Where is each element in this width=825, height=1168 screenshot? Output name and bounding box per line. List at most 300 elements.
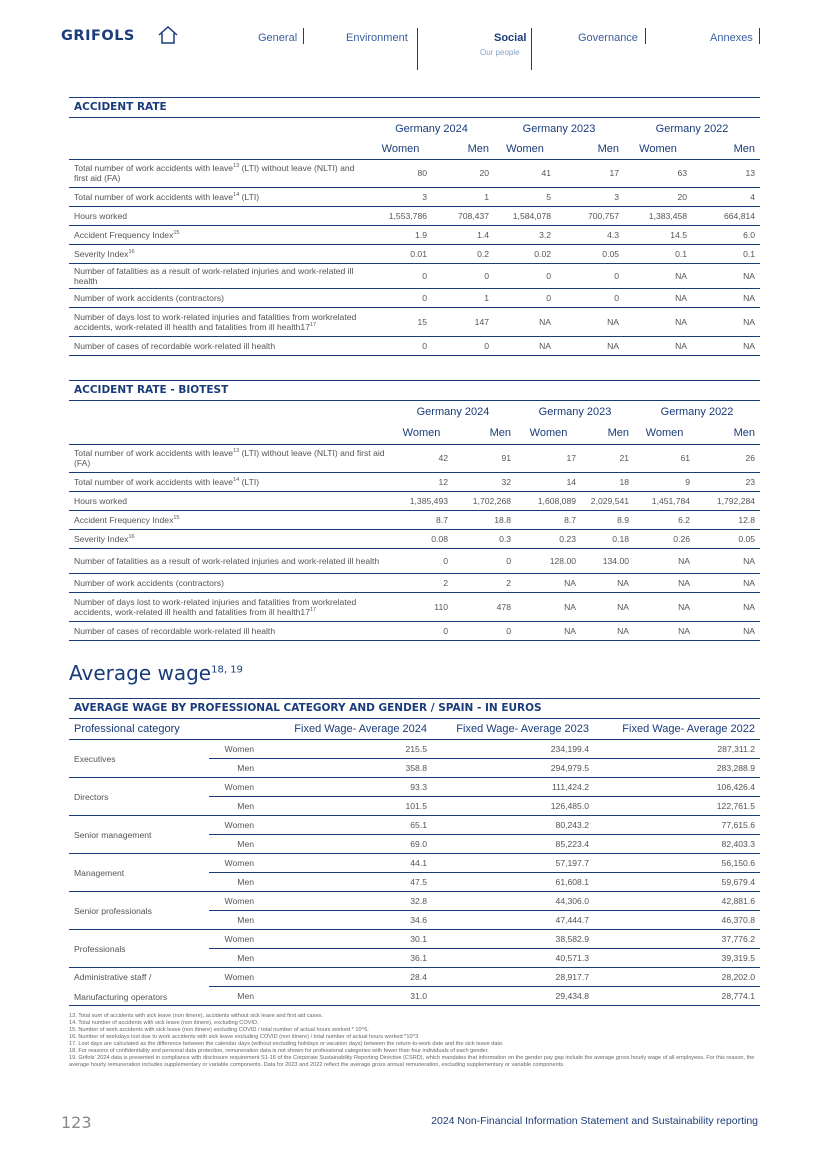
- wage-table: [69, 719, 760, 1006]
- value-cell: 0.02: [494, 244, 556, 263]
- accident-rate-title: ACCIDENT RATE: [69, 97, 760, 118]
- value-cell: NA: [634, 573, 695, 592]
- blank-cell: [69, 140, 369, 159]
- category-name: Administrative staff /: [74, 971, 152, 982]
- gender-header: Men: [453, 423, 516, 444]
- value-cell: 0.05: [556, 244, 624, 263]
- year-header-row: [69, 401, 760, 423]
- value-cell: 0: [369, 263, 432, 288]
- value-cell: 14: [516, 472, 581, 491]
- row-label-text: Number of work accidents (contractors): [74, 292, 224, 303]
- value-cell: 23: [695, 472, 760, 491]
- category-name: Executives: [74, 753, 116, 764]
- value-cell: 77,615.6: [594, 816, 760, 835]
- gender-cell: Women: [209, 854, 259, 873]
- value-cell: 1: [432, 288, 494, 307]
- value-cell: 0.23: [516, 529, 581, 548]
- value-cell: NA: [516, 592, 581, 621]
- value-cell: 28,774.1: [594, 987, 760, 1006]
- value-cell: 287,311.2: [594, 740, 760, 759]
- value-cell: 40,571.3: [432, 949, 594, 968]
- row-label: [69, 444, 390, 472]
- value-cell: 37,776.2: [594, 930, 760, 949]
- row-label-text: (LTI) without leave (NLTI) and first aid (FA): [74, 163, 355, 183]
- value-cell: NA: [516, 621, 581, 640]
- value-cell: NA: [634, 592, 695, 621]
- nav-social[interactable]: Social: [494, 32, 527, 44]
- table-row: [69, 472, 760, 491]
- footnote: 17. Lost days are calculated as the difference between the calendar days (without excluding holidays or vacation days) between the return-to-work date and the sick leave date.: [69, 1041, 504, 1047]
- category-cell: [69, 854, 209, 892]
- table-row: [69, 307, 760, 336]
- value-cell: 708,437: [432, 206, 494, 225]
- value-cell: 28,917.7: [432, 968, 594, 987]
- category-name: Directors: [74, 791, 109, 802]
- average-wage-title: Average wage: [69, 661, 212, 685]
- gender-cell: Men: [209, 949, 259, 968]
- value-cell: NA: [624, 288, 692, 307]
- row-label-text: Number of days lost to work-related injuries and fatalities from workrelated accidents, work-related ill health and fatalities from ill health17: [74, 596, 357, 617]
- value-cell: 0: [453, 548, 516, 573]
- column-header: Professional category: [69, 719, 209, 740]
- value-cell: NA: [494, 336, 556, 355]
- table-row: [69, 444, 760, 472]
- gender-header: Women: [369, 140, 432, 159]
- footnote: 14. Total number of accidents with sick leave (non itinere), excluding COVID.: [69, 1020, 259, 1026]
- value-cell: 215.5: [259, 740, 432, 759]
- value-cell: 134.00: [581, 548, 634, 573]
- row-label-text: Accident Frequency Index: [74, 229, 174, 240]
- row-label: [69, 263, 369, 288]
- footnote-ref: 16: [128, 533, 135, 540]
- footnote-ref: 17: [309, 606, 317, 613]
- gender-cell: Women: [209, 778, 259, 797]
- category-name: Management: [74, 867, 125, 878]
- value-cell: 4.3: [556, 225, 624, 244]
- value-cell: 0: [556, 263, 624, 288]
- value-cell: 0.08: [390, 529, 453, 548]
- value-cell: 283,288.9: [594, 759, 760, 778]
- value-cell: NA: [695, 592, 760, 621]
- gender-cell: Men: [209, 759, 259, 778]
- nav-divider: [531, 28, 532, 70]
- value-cell: NA: [692, 263, 760, 288]
- value-cell: 36.1: [259, 949, 432, 968]
- value-cell: 147: [432, 307, 494, 336]
- value-cell: 0: [494, 288, 556, 307]
- table-row: [69, 968, 760, 987]
- category-cell: [69, 778, 209, 816]
- table-row: [69, 529, 760, 548]
- row-label: [69, 288, 369, 307]
- gender-header: Women: [624, 140, 692, 159]
- value-cell: 57,197.7: [432, 854, 594, 873]
- row-label-text: Total number of work accidents with leave: [74, 476, 234, 487]
- year-header: Germany 2023: [538, 406, 612, 418]
- row-label: [69, 548, 390, 573]
- value-cell: 30.1: [259, 930, 432, 949]
- value-cell: 126,485.0: [432, 797, 594, 816]
- row-label-text: Severity Index: [74, 533, 129, 544]
- value-cell: 0: [494, 263, 556, 288]
- table-row: [69, 854, 760, 873]
- nav-divider: [417, 28, 418, 70]
- value-cell: 47,444.7: [432, 911, 594, 930]
- value-cell: 0.1: [692, 244, 760, 263]
- value-cell: 6.2: [634, 510, 695, 529]
- value-cell: 32: [453, 472, 516, 491]
- value-cell: 56,150.6: [594, 854, 760, 873]
- value-cell: 28,202.0: [594, 968, 760, 987]
- category-cell: [69, 930, 209, 968]
- row-label: [69, 206, 369, 225]
- table-row: [69, 510, 760, 529]
- value-cell: NA: [695, 548, 760, 573]
- value-cell: 1: [432, 187, 494, 206]
- row-label-text: Hours worked: [74, 495, 128, 506]
- value-cell: 91: [453, 444, 516, 472]
- gender-header: Women: [516, 423, 581, 444]
- value-cell: 12.8: [695, 510, 760, 529]
- value-cell: 0.1: [624, 244, 692, 263]
- gender-cell: Women: [209, 740, 259, 759]
- row-label: [69, 472, 390, 491]
- gender-header: Men: [581, 423, 634, 444]
- value-cell: 122,761.5: [594, 797, 760, 816]
- nav-divider: [645, 28, 646, 44]
- wage-table-title: AVERAGE WAGE BY PROFESSIONAL CATEGORY AND GENDER / SPAIN - IN EUROS: [69, 698, 760, 719]
- value-cell: 0: [369, 336, 432, 355]
- row-label-text: (LTI): [239, 476, 260, 487]
- year-header: Germany 2022: [660, 406, 734, 418]
- value-cell: 0: [453, 621, 516, 640]
- value-cell: 29,434.8: [432, 987, 594, 1006]
- table-row: [69, 159, 760, 187]
- value-cell: 15: [369, 307, 432, 336]
- table-row: [69, 548, 760, 573]
- table-row: [69, 336, 760, 355]
- gender-header-row: [69, 423, 760, 444]
- value-cell: 2: [453, 573, 516, 592]
- value-cell: NA: [692, 288, 760, 307]
- value-cell: 61,608.1: [432, 873, 594, 892]
- value-cell: 2: [390, 573, 453, 592]
- table-row: [69, 592, 760, 621]
- value-cell: NA: [581, 621, 634, 640]
- row-label: [69, 159, 369, 187]
- value-cell: NA: [695, 621, 760, 640]
- value-cell: 12: [390, 472, 453, 491]
- value-cell: NA: [692, 336, 760, 355]
- value-cell: 44.1: [259, 854, 432, 873]
- row-label-text: Hours worked: [74, 210, 128, 221]
- footnote-ref: 13: [233, 163, 240, 170]
- gender-cell: Men: [209, 797, 259, 816]
- value-cell: 1,702,268: [453, 491, 516, 510]
- category-cell: [69, 892, 209, 930]
- gender-header: Women: [634, 423, 695, 444]
- table-row: [69, 187, 760, 206]
- value-cell: 1.4: [432, 225, 494, 244]
- row-label-text: Number of cases of recordable work-related ill health: [74, 625, 276, 636]
- value-cell: 69.0: [259, 835, 432, 854]
- value-cell: 664,814: [692, 206, 760, 225]
- gender-cell: Women: [209, 968, 259, 987]
- gender-cell: Men: [209, 911, 259, 930]
- column-header: Fixed Wage- Average 2023: [432, 719, 594, 740]
- value-cell: 1,792,284: [695, 491, 760, 510]
- gender-cell: Women: [209, 816, 259, 835]
- value-cell: 80,243.2: [432, 816, 594, 835]
- value-cell: 13: [692, 159, 760, 187]
- gender-header: Men: [692, 140, 760, 159]
- value-cell: 17: [556, 159, 624, 187]
- column-header: Fixed Wage- Average 2024: [259, 719, 432, 740]
- table-row: [69, 930, 760, 949]
- year-header-row: [69, 118, 760, 140]
- footnote-ref: 14: [233, 191, 240, 198]
- table-row: [69, 491, 760, 510]
- value-cell: 61: [634, 444, 695, 472]
- row-label-text: Total number of work accidents with leave: [74, 191, 234, 202]
- year-header: Germany 2024: [416, 406, 490, 418]
- value-cell: 0.01: [369, 244, 432, 263]
- value-cell: 14.5: [624, 225, 692, 244]
- value-cell: 39,319.5: [594, 949, 760, 968]
- value-cell: 358.8: [259, 759, 432, 778]
- footnote: 18. For reasons of confidentiality and personal data protection, remuneration data is not shown for professional categories with fewer than four individuals of each gender.: [69, 1048, 489, 1054]
- category-name: Professionals: [74, 943, 126, 954]
- value-cell: 42,881.6: [594, 892, 760, 911]
- row-label: [69, 621, 390, 640]
- value-cell: 42: [390, 444, 453, 472]
- value-cell: 34.6: [259, 911, 432, 930]
- row-label: [69, 491, 390, 510]
- value-cell: NA: [516, 573, 581, 592]
- value-cell: 0.26: [634, 529, 695, 548]
- value-cell: 1.9: [369, 225, 432, 244]
- value-cell: 41: [494, 159, 556, 187]
- value-cell: 3: [556, 187, 624, 206]
- gender-header: Men: [695, 423, 760, 444]
- value-cell: NA: [581, 573, 634, 592]
- table-row: [69, 816, 760, 835]
- value-cell: 8.9: [581, 510, 634, 529]
- row-label: [69, 573, 390, 592]
- footnote-ref: 17: [309, 321, 317, 328]
- value-cell: 65.1: [259, 816, 432, 835]
- value-cell: 1,584,078: [494, 206, 556, 225]
- value-cell: 20: [624, 187, 692, 206]
- biotest-table: [69, 401, 760, 641]
- row-label-text: Total number of work accidents with leave: [74, 448, 234, 458]
- value-cell: 0: [432, 336, 494, 355]
- footnote-ref: 15: [173, 229, 180, 236]
- category-name: Senior management: [74, 829, 152, 840]
- gender-header: Women: [390, 423, 453, 444]
- table-row: [69, 263, 760, 288]
- year-header: Germany 2024: [395, 123, 468, 135]
- footnote-ref: 16: [128, 248, 135, 255]
- table-row: [69, 288, 760, 307]
- value-cell: 47.5: [259, 873, 432, 892]
- value-cell: 6.0: [692, 225, 760, 244]
- value-cell: 8.7: [516, 510, 581, 529]
- nav-social-subsection[interactable]: Our people: [480, 48, 520, 57]
- gender-header: Women: [494, 140, 556, 159]
- category-cell: [69, 740, 209, 778]
- value-cell: NA: [556, 307, 624, 336]
- table-row: [69, 892, 760, 911]
- value-cell: 700,757: [556, 206, 624, 225]
- average-wage-sup: 18, 19: [211, 664, 243, 676]
- row-label-text: (LTI): [239, 191, 260, 202]
- value-cell: 0: [390, 621, 453, 640]
- value-cell: 2,029,541: [581, 491, 634, 510]
- footnote-ref: 13: [233, 448, 240, 455]
- value-cell: 1,608,089: [516, 491, 581, 510]
- value-cell: 46,370.8: [594, 911, 760, 930]
- table-row: [69, 621, 760, 640]
- home-icon[interactable]: [157, 25, 179, 45]
- value-cell: 0: [369, 288, 432, 307]
- row-label-text: Number of work accidents (contractors): [74, 577, 224, 588]
- value-cell: NA: [624, 336, 692, 355]
- value-cell: 1,385,493: [390, 491, 453, 510]
- value-cell: 0.2: [432, 244, 494, 263]
- gender-cell: Men: [209, 835, 259, 854]
- biotest-title: ACCIDENT RATE - BIOTEST: [69, 380, 760, 401]
- value-cell: 128.00: [516, 548, 581, 573]
- value-cell: 0.05: [695, 529, 760, 548]
- average-wage-heading: [69, 661, 243, 685]
- category-name: Manufacturing operators: [74, 991, 168, 1002]
- gender-header: Men: [556, 140, 624, 159]
- value-cell: 28.4: [259, 968, 432, 987]
- nav-divider: [303, 28, 304, 44]
- gender-cell: Women: [209, 930, 259, 949]
- nav-annexes[interactable]: Annexes: [710, 32, 753, 44]
- row-label-text: Severity Index: [74, 248, 129, 259]
- value-cell: NA: [624, 307, 692, 336]
- row-label: [69, 187, 369, 206]
- nav-governance[interactable]: Governance: [578, 32, 638, 44]
- blank-cell: [209, 719, 259, 740]
- row-label-text: Accident Frequency Index: [74, 514, 174, 525]
- value-cell: 1,383,458: [624, 206, 692, 225]
- table-row: [69, 778, 760, 797]
- page-header: [0, 0, 825, 80]
- value-cell: 82,403.3: [594, 835, 760, 854]
- value-cell: 234,199.4: [432, 740, 594, 759]
- nav-divider: [759, 28, 760, 44]
- row-label: [69, 510, 390, 529]
- value-cell: NA: [634, 621, 695, 640]
- value-cell: NA: [634, 548, 695, 573]
- value-cell: 44,306.0: [432, 892, 594, 911]
- value-cell: NA: [556, 336, 624, 355]
- value-cell: 0.18: [581, 529, 634, 548]
- value-cell: 478: [453, 592, 516, 621]
- value-cell: 0: [556, 288, 624, 307]
- value-cell: NA: [494, 307, 556, 336]
- value-cell: NA: [624, 263, 692, 288]
- value-cell: 32.8: [259, 892, 432, 911]
- value-cell: 3.2: [494, 225, 556, 244]
- row-label-text: Number of fatalities as a result of work-related injuries and work-related ill health: [74, 265, 354, 286]
- value-cell: 59,679.4: [594, 873, 760, 892]
- value-cell: 294,979.5: [432, 759, 594, 778]
- year-header: Germany 2022: [655, 123, 729, 135]
- gender-header: Men: [432, 140, 494, 159]
- value-cell: 5: [494, 187, 556, 206]
- year-header: Germany 2023: [522, 123, 596, 135]
- value-cell: 110: [390, 592, 453, 621]
- column-header: Fixed Wage- Average 2022: [594, 719, 760, 740]
- value-cell: 4: [692, 187, 760, 206]
- footnote-ref: 14: [233, 476, 240, 483]
- gender-cell: Women: [209, 892, 259, 911]
- value-cell: 0.3: [453, 529, 516, 548]
- value-cell: 18: [581, 472, 634, 491]
- category-cell: [69, 968, 209, 1006]
- grifols-logo[interactable]: GRIFOLS: [61, 28, 135, 44]
- footnote-ref: 15: [173, 514, 180, 521]
- footnotes: [69, 1013, 761, 1069]
- accident-rate-table: [69, 118, 760, 356]
- value-cell: 85,223.4: [432, 835, 594, 854]
- value-cell: 21: [581, 444, 634, 472]
- nav-general[interactable]: General: [258, 32, 298, 44]
- value-cell: 63: [624, 159, 692, 187]
- table-row: [69, 573, 760, 592]
- nav-environment[interactable]: Environment: [346, 32, 408, 44]
- value-cell: 1,553,786: [369, 206, 432, 225]
- value-cell: 8.7: [390, 510, 453, 529]
- value-cell: 9: [634, 472, 695, 491]
- value-cell: NA: [695, 573, 760, 592]
- row-label-text: Number of days lost to work-related injuries and fatalities from workrelated accidents, work-related ill health and fatalities from ill health17: [74, 311, 357, 332]
- value-cell: 18.8: [453, 510, 516, 529]
- value-cell: 0: [432, 263, 494, 288]
- value-cell: NA: [581, 592, 634, 621]
- row-label: [69, 307, 369, 336]
- value-cell: 101.5: [259, 797, 432, 816]
- blank-cell: [69, 423, 390, 444]
- table-row: [69, 206, 760, 225]
- value-cell: 38,582.9: [432, 930, 594, 949]
- page-number: 123: [61, 1113, 92, 1132]
- value-cell: 31.0: [259, 987, 432, 1006]
- blank-cell: [69, 401, 390, 423]
- row-label: [69, 244, 369, 263]
- value-cell: 80: [369, 159, 432, 187]
- value-cell: 26: [695, 444, 760, 472]
- value-cell: 1,451,784: [634, 491, 695, 510]
- category-cell: [69, 816, 209, 854]
- value-cell: 0: [390, 548, 453, 573]
- row-label-text: Number of fatalities as a result of work-related injuries and work-related ill health: [74, 555, 380, 566]
- document-title: 2024 Non-Financial Information Statement and Sustainability reporting: [431, 1115, 758, 1127]
- blank-cell: [69, 118, 369, 140]
- value-cell: 3: [369, 187, 432, 206]
- gender-header-row: [69, 140, 760, 159]
- footnote: 19. Grifols' 2024 data is presented in compliance with disclosure requirement S1-16 of the Corporate Sustainability Reporting Directive (CSRD), which mandates that information on the gender pay gap include the average gross hourly wage of all employees. For this reason, the average hourly remuneration includes supplementary or variable components. Data for 2023 and 2022 reflect the average gross annual remuneration, excluding supplementary or variable components.: [69, 1055, 755, 1068]
- row-label: [69, 336, 369, 355]
- row-label-text: Number of cases of recordable work-related ill health: [74, 340, 276, 351]
- table-row: [69, 740, 760, 759]
- footnote: 15. Number of work accidents with sick leave (non itinere) excluding COVID / total number of actual hours worked * 10^6.: [69, 1027, 369, 1033]
